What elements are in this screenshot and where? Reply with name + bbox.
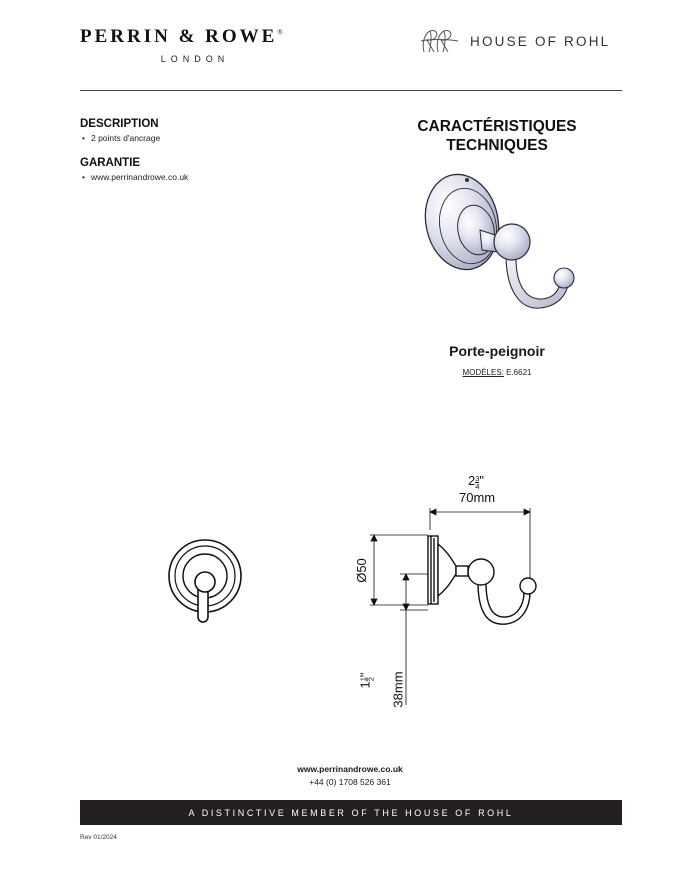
warranty-title: GARANTIE: [80, 157, 141, 169]
footer-banner-text: A DISTINCTIVE MEMBER OF THE HOUSE OF ROHL: [188, 807, 514, 818]
models-line: [397, 368, 597, 377]
brand-name-text: PERRIN & ROWE: [80, 26, 278, 47]
specs-title-line2: TECHNIQUES: [446, 137, 548, 154]
warranty-section: [80, 157, 188, 182]
description-section: [80, 118, 160, 143]
width-frac-num: 3: [475, 474, 480, 483]
drop-unit: ": [357, 672, 373, 678]
brand-name: [80, 26, 300, 48]
warranty-link[interactable]: • www.perrinandrowe.co.uk: [80, 172, 188, 182]
description-title: DESCRIPTION: [80, 118, 159, 130]
specs-title-line1: CARACTÉRISTIQUES: [417, 118, 577, 135]
drop-frac-num: 1: [358, 677, 368, 682]
models-value: E.6621: [506, 368, 532, 377]
house-of-rohl-logo: [418, 26, 610, 56]
rohl-monogram-icon: [418, 26, 464, 56]
brand-city: LONDON: [160, 54, 230, 64]
width-imperial-label: [468, 473, 484, 490]
width-whole: 2: [468, 473, 476, 488]
footer-phone: +44 (0) 1708 526 361: [309, 777, 391, 787]
revision-label: Rev 01/2024: [80, 834, 117, 841]
partner-name: HOUSE OF ROHL: [470, 33, 611, 49]
width-unit: ": [479, 473, 485, 488]
header-divider: [80, 90, 622, 91]
brand-logo: [80, 26, 300, 64]
drop-metric-label: 38mm: [390, 671, 406, 708]
robe-hook-render-image: [410, 160, 590, 330]
diameter-label: Ø50: [353, 558, 369, 583]
width-metric-label: 70mm: [459, 490, 496, 505]
footer-banner: [80, 800, 622, 825]
front-view-drawing: [160, 530, 250, 630]
drop-imperial-label: [358, 672, 375, 688]
footer-website-link[interactable]: www.perrinandrowe.co.uk: [297, 764, 403, 774]
drop-fraction: [360, 677, 375, 681]
width-frac-den: 4: [475, 482, 480, 491]
drop-whole: 1: [357, 681, 373, 689]
drop-frac-den: 2: [366, 677, 376, 682]
registered-mark: ®: [277, 28, 283, 37]
specs-title: [392, 117, 602, 155]
models-label: MODÈLES:: [462, 368, 504, 377]
product-name: Porte-peignoir: [449, 343, 545, 359]
description-item: • 2 points d'ancrage: [80, 133, 160, 143]
